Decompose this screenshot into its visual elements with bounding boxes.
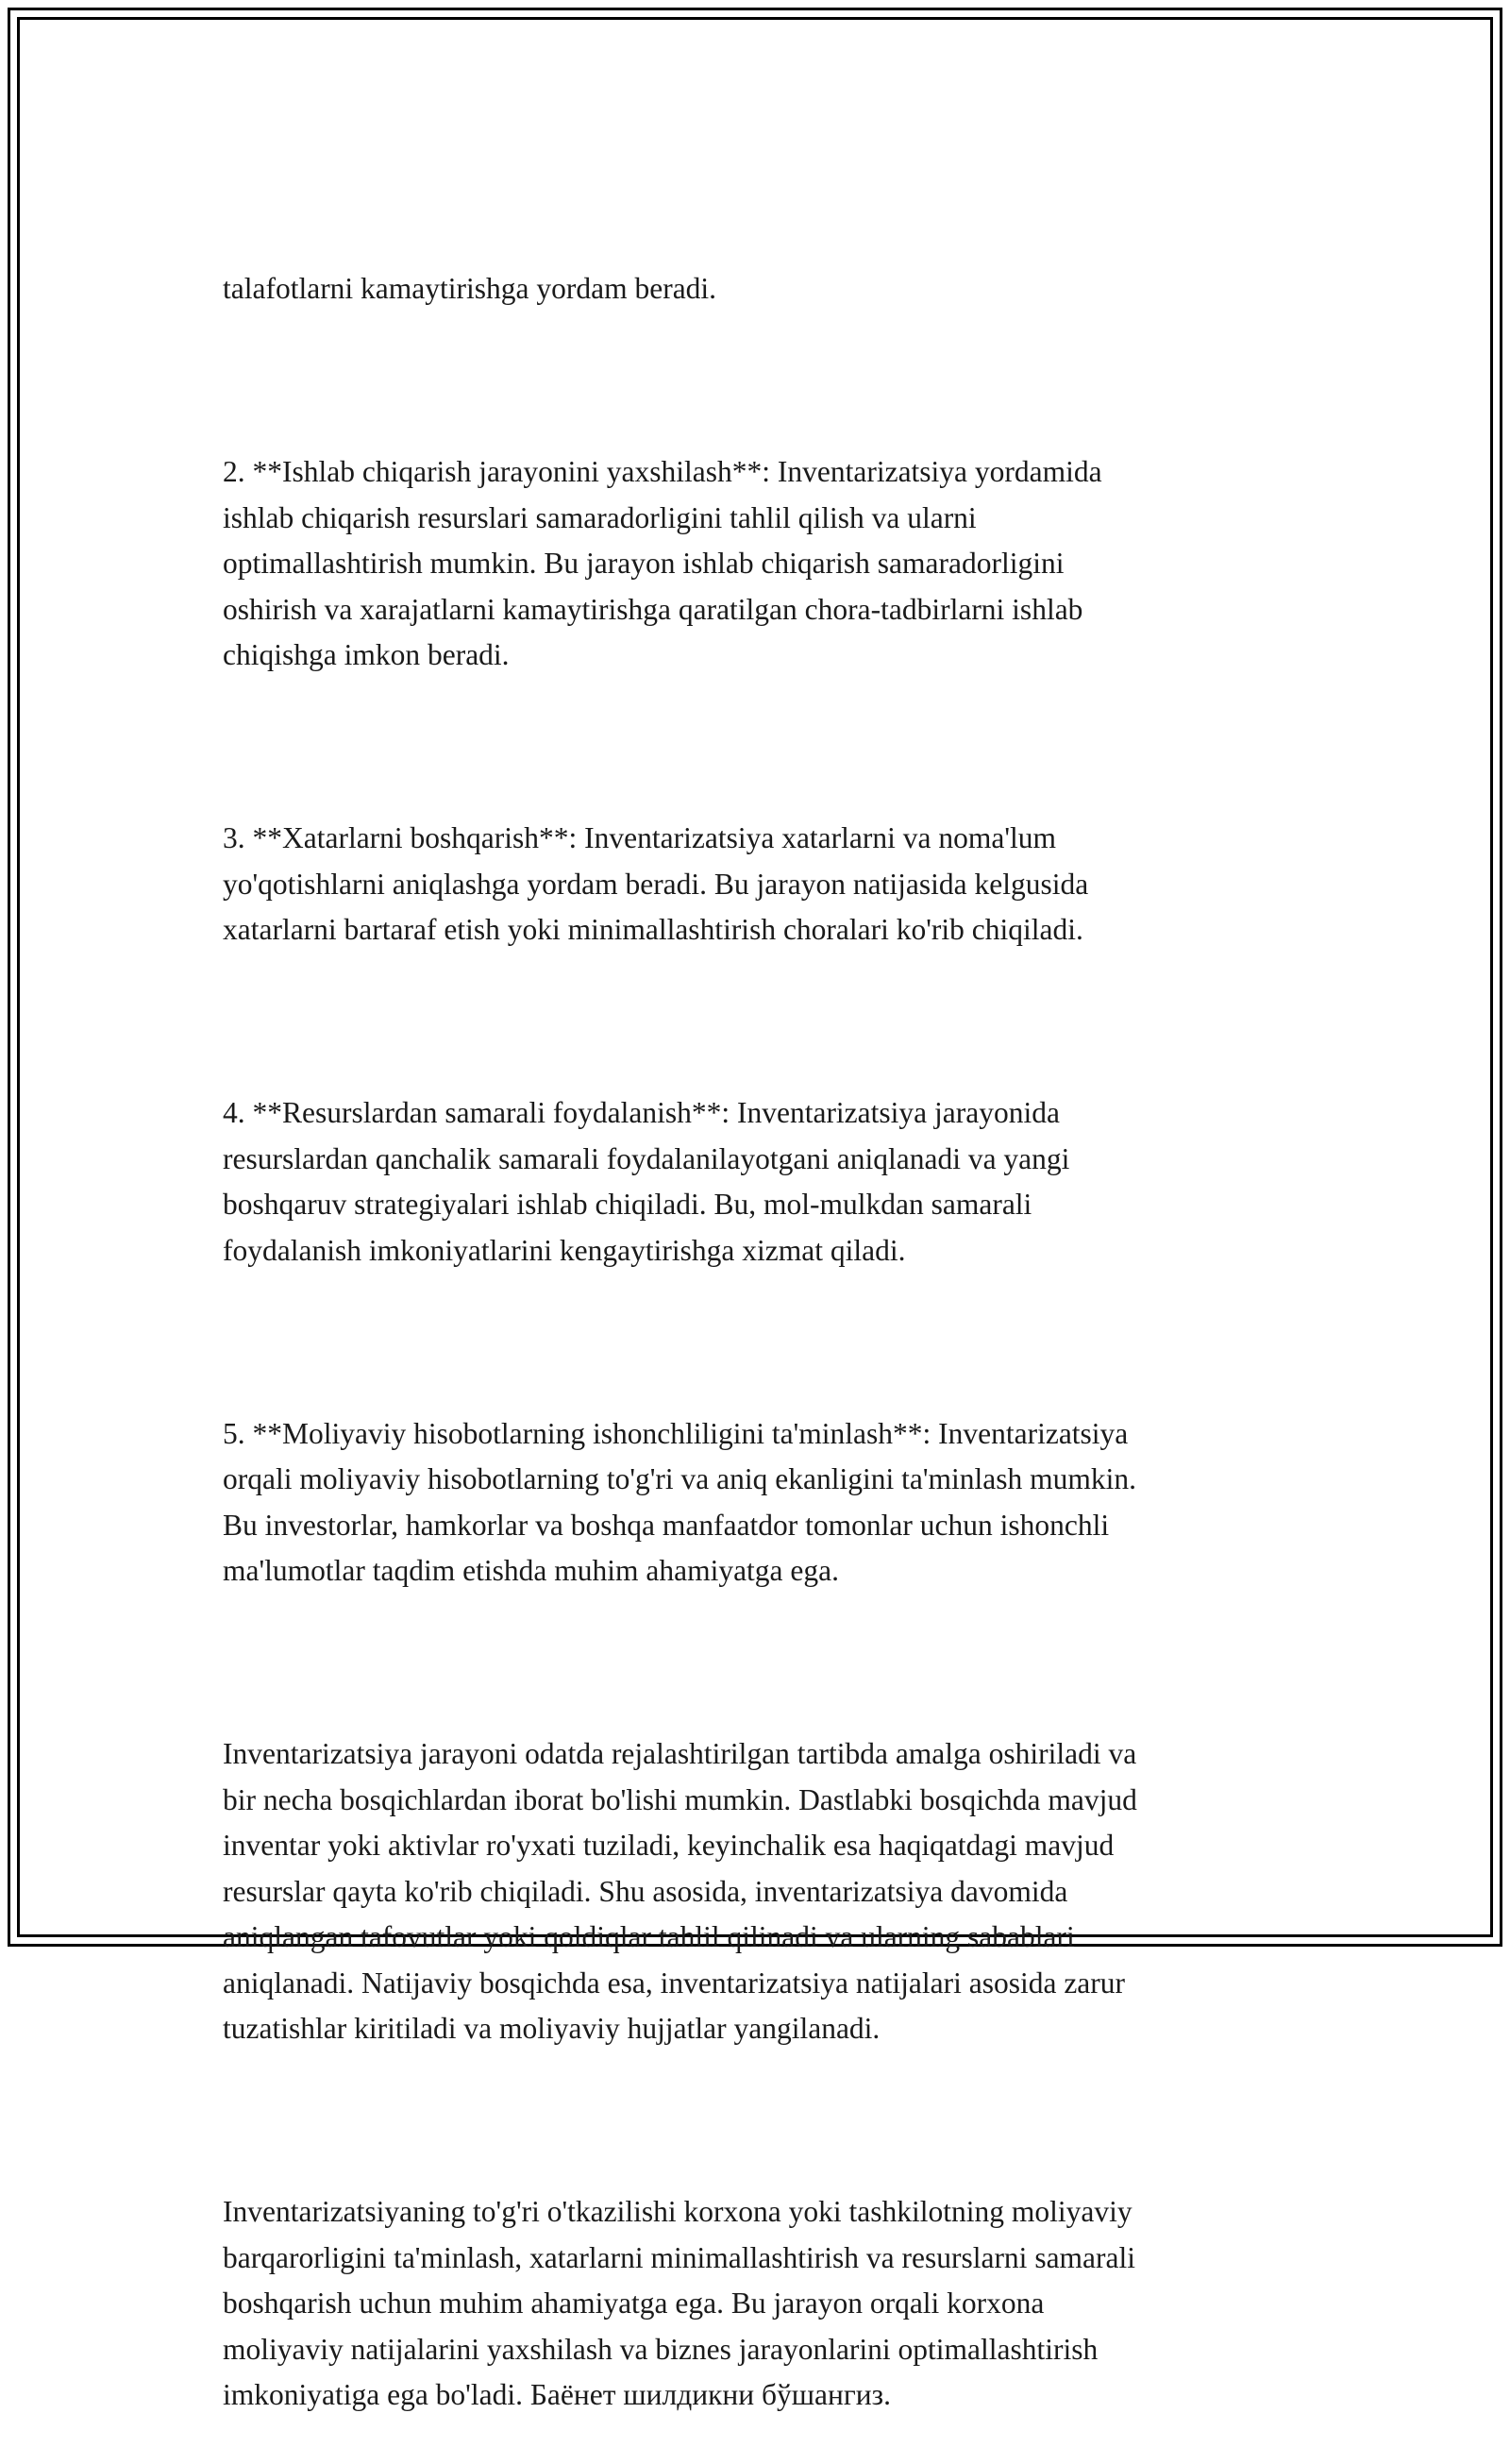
paragraph-6: Inventarizatsiya jarayoni odatda rejalashtirilgan tartibda amalga oshiriladi va bir necha bosqichlardan iborat bo'lishi mumkin. Dastlabki bosqichda mavjud inventar yoki aktivlar ro'yxati tuziladi, keyinchalik esa haqiqatdagi mavjud resurslar qayta ko'rib chiqiladi. Shu asosida, inventarizatsiya davomida aniqlangan tafovutlar yoki qoldiqlar tahlil qilinadi va ularning sabablari aniqlanadi. Natijaviy bosqichda esa, inventarizatsiya natijalari asosida zarur tuzatishlar kiritiladi va moliyaviy hujjatlar yangilanadi. [223,1737,1137,2045]
paragraph-3: 3. **Xatarlarni boshqarish**: Inventarizatsiya xatarlarni va noma'lum yo'qotishlarni aniqlashga yordam beradi. Bu jarayon natijasida kelgusida xatarlarni bartaraf etish yoki minimallashtirish choralari ko'rib chiqiladi. [223,821,1089,946]
paragraph-5: 5. **Moliyaviy hisobotlarning ishonchliligini ta'minlash**: Inventarizatsiya orqali moliyaviy hisobotlarning to'g'ri va aniq ekanligini ta'minlash mumkin. Bu investorlar, hamkorlar va boshqa manfaatdor tomonlar uchun ishonchli ma'lumotlar taqdim etishda muhim ahamiyatga ega. [223,1416,1137,1587]
paragraph-1: talafotlarni kamaytirishga yordam beradi. [223,272,717,305]
paragraph-7: Inventarizatsiyaning to'g'ri o'tkazilishi korxona yoki tashkilotning moliyaviy barqarorligini ta'minlash, xatarlarni minimallashtirish va resurslarni samarali boshqarish uchun muhim ahamiyatga ega. Bu jarayon orqali korxona moliyaviy natijalarini yaxshilash va biznes jarayonlarini optimallashtirish imkoniyatiga ega bo'ladi. Баёнет шилдикни бўшангиз. [223,2195,1136,2411]
paragraph-2: 2. **Ishlab chiqarish jarayonini yaxshilash**: Inventarizatsiya yordamida ishlab chiqarish resurslari samaradorligini tahlil qilish va ularni optimallashtirish mumkin. Bu jarayon ishlab chiqarish samaradorligini oshirish va xarajatlarni kamaytirishga qaratilgan chora-tadbirlarni ishlab chiqishga imkon beradi. [223,455,1102,671]
document-body [223,175,1299,2464]
paragraph-4: 4. **Resurslardan samarali foydalanish**: Inventarizatsiya jarayonida resurslardan qanchalik samarali foydalanilayotgani aniqlanadi va yangi boshqaruv strategiyalari ishlab chiqiladi. Bu, mol-mulkdan samarali foydalanish imkoniyatlarini kengaytirishga xizmat qiladi. [223,1096,1070,1267]
